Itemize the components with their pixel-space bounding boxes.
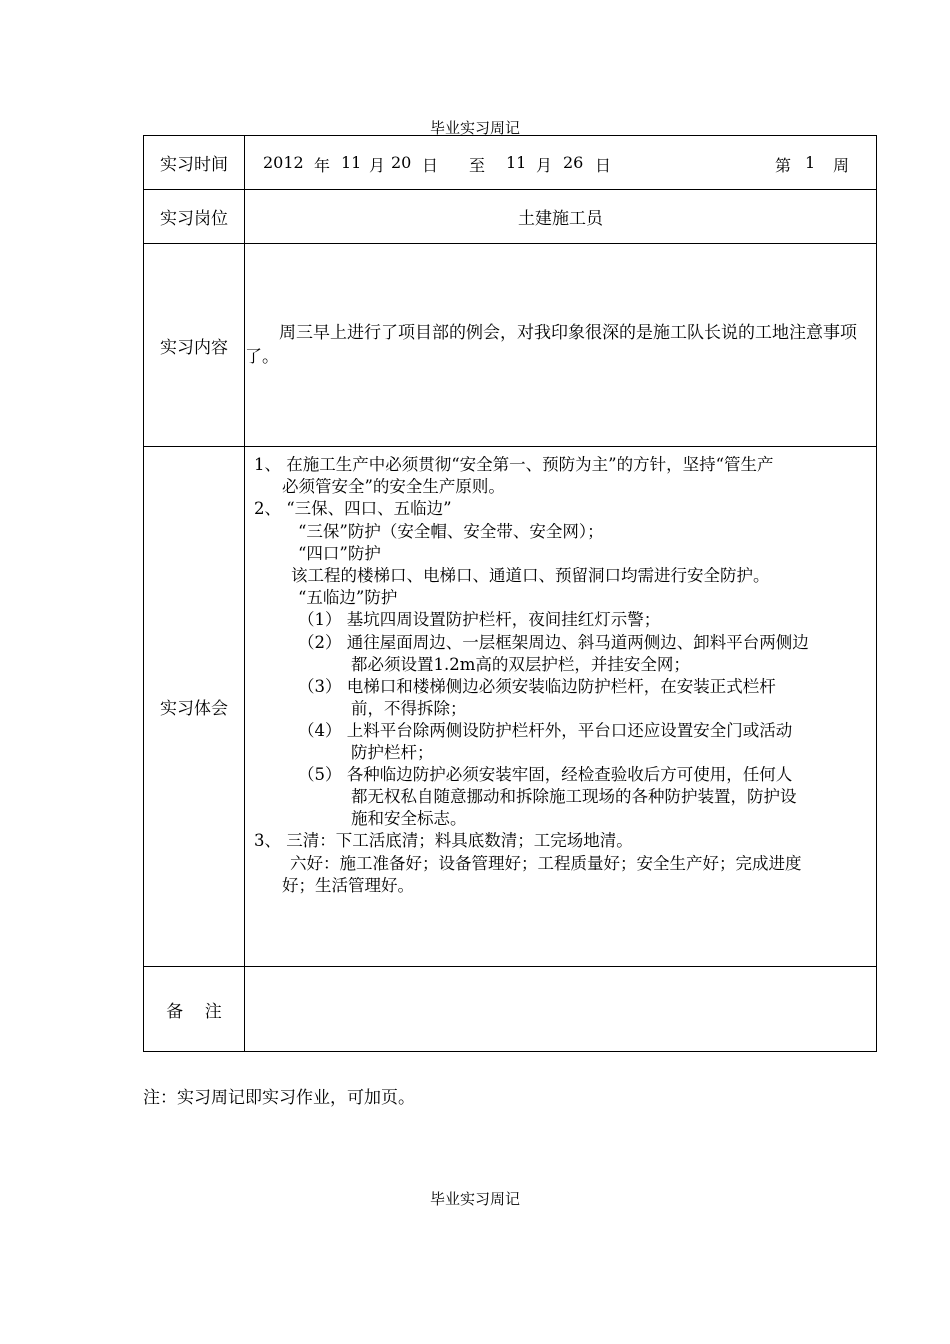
time-end-month: 11 (506, 153, 527, 172)
reflection-line: “五临边”防护 (298, 588, 398, 607)
reflection-line: （4） 上料平台除两侧设防护栏杆外，平台口还应设置安全门或活动 (298, 721, 793, 740)
reflection-line: 2、 “三保、四口、五临边” (254, 499, 452, 518)
time-start-month: 11 (341, 153, 362, 172)
reflection-line: （3） 电梯口和楼梯侧边必须安装临边防护栏杆，在安装正式栏杆 (298, 677, 776, 696)
time-end-day-unit: 日 (595, 156, 612, 175)
week-suffix: 周 (833, 156, 850, 175)
reflection-line: 前，不得拆除； (351, 699, 467, 718)
reflection-line: 施和安全标志。 (351, 809, 467, 828)
reflection-line: 六好：施工准备好；设备管理好；工程质量好；安全生产好；完成进度 (290, 854, 802, 873)
remark-value (245, 967, 877, 1052)
time-end-month-unit: 月 (536, 156, 553, 175)
row-internship-content (144, 244, 877, 447)
internship-post-value: 土建施工员 (245, 190, 877, 244)
page-footer-title: 毕业实习周记 (429, 1190, 520, 1208)
week-number: 1 (805, 153, 816, 172)
label-internship-content: 实习内容 (144, 244, 245, 447)
reflection-line: “三保”防护（安全帽、安全带、安全网）； (298, 522, 604, 541)
internship-reflection-cell (245, 447, 877, 967)
reflection-line: 1、 在施工生产中必须贯彻“安全第一、预防为主”的方针，坚持“管生产 (254, 455, 774, 474)
reflection-line: 必须管安全”的安全生产原则。 (282, 477, 505, 496)
reflection-line: 都无权私自随意挪动和拆除施工现场的各种防护装置，防护设 (351, 787, 797, 806)
time-to: 至 (469, 156, 486, 175)
label-internship-reflection: 实习体会 (144, 447, 245, 967)
reflection-line: （2） 通往屋面周边、一层框架周边、斜马道两侧边、卸料平台两侧边 (298, 633, 809, 652)
row-internship-post (144, 190, 877, 244)
time-end-day: 26 (563, 153, 584, 172)
label-internship-time: 实习时间 (144, 136, 245, 190)
label-internship-post: 实习岗位 (144, 190, 245, 244)
row-internship-reflection (144, 447, 877, 967)
internship-time-value (245, 136, 877, 190)
page-header-title: 毕业实习周记 (429, 119, 520, 137)
reflection-line: 防护栏杆； (351, 743, 434, 762)
reflection-line: 好；生活管理好。 (282, 876, 414, 895)
reflection-line: （5） 各种临边防护必须安装牢固，经检查验收后方可使用，任何人 (298, 765, 793, 784)
internship-content-text: 周三早上进行了项目部的例会，对我印象很深的是施工队长说的工地注意事项了。 (245, 323, 857, 367)
reflection-line: “四口”防护 (298, 544, 381, 563)
page-note: 注：实习周记即实习作业，可加页。 (143, 1088, 415, 1108)
time-start-day: 20 (391, 153, 412, 172)
reflection-line: 都必须设置1.2m高的双层护栏，并挂安全网； (351, 655, 690, 674)
reflection-line: （1） 基坑四周设置防护栏杆，夜间挂红灯示警； (298, 610, 661, 629)
week-prefix: 第 (775, 156, 792, 175)
time-year-unit: 年 (314, 156, 331, 175)
internship-content-cell (245, 244, 877, 447)
time-start-month-unit: 月 (369, 156, 386, 175)
reflection-line: 3、 三清：下工活底清；料具底数清；工完场地清。 (254, 831, 633, 850)
time-start-day-unit: 日 (422, 156, 439, 175)
label-remark: 备 注 (144, 967, 245, 1052)
weekly-journal-table (143, 135, 877, 1052)
row-remark (144, 967, 877, 1052)
row-internship-time (144, 136, 877, 190)
reflection-line: 该工程的楼梯口、电梯口、通道口、预留洞口均需进行安全防护。 (291, 566, 770, 585)
time-year: 2012 (263, 153, 304, 172)
